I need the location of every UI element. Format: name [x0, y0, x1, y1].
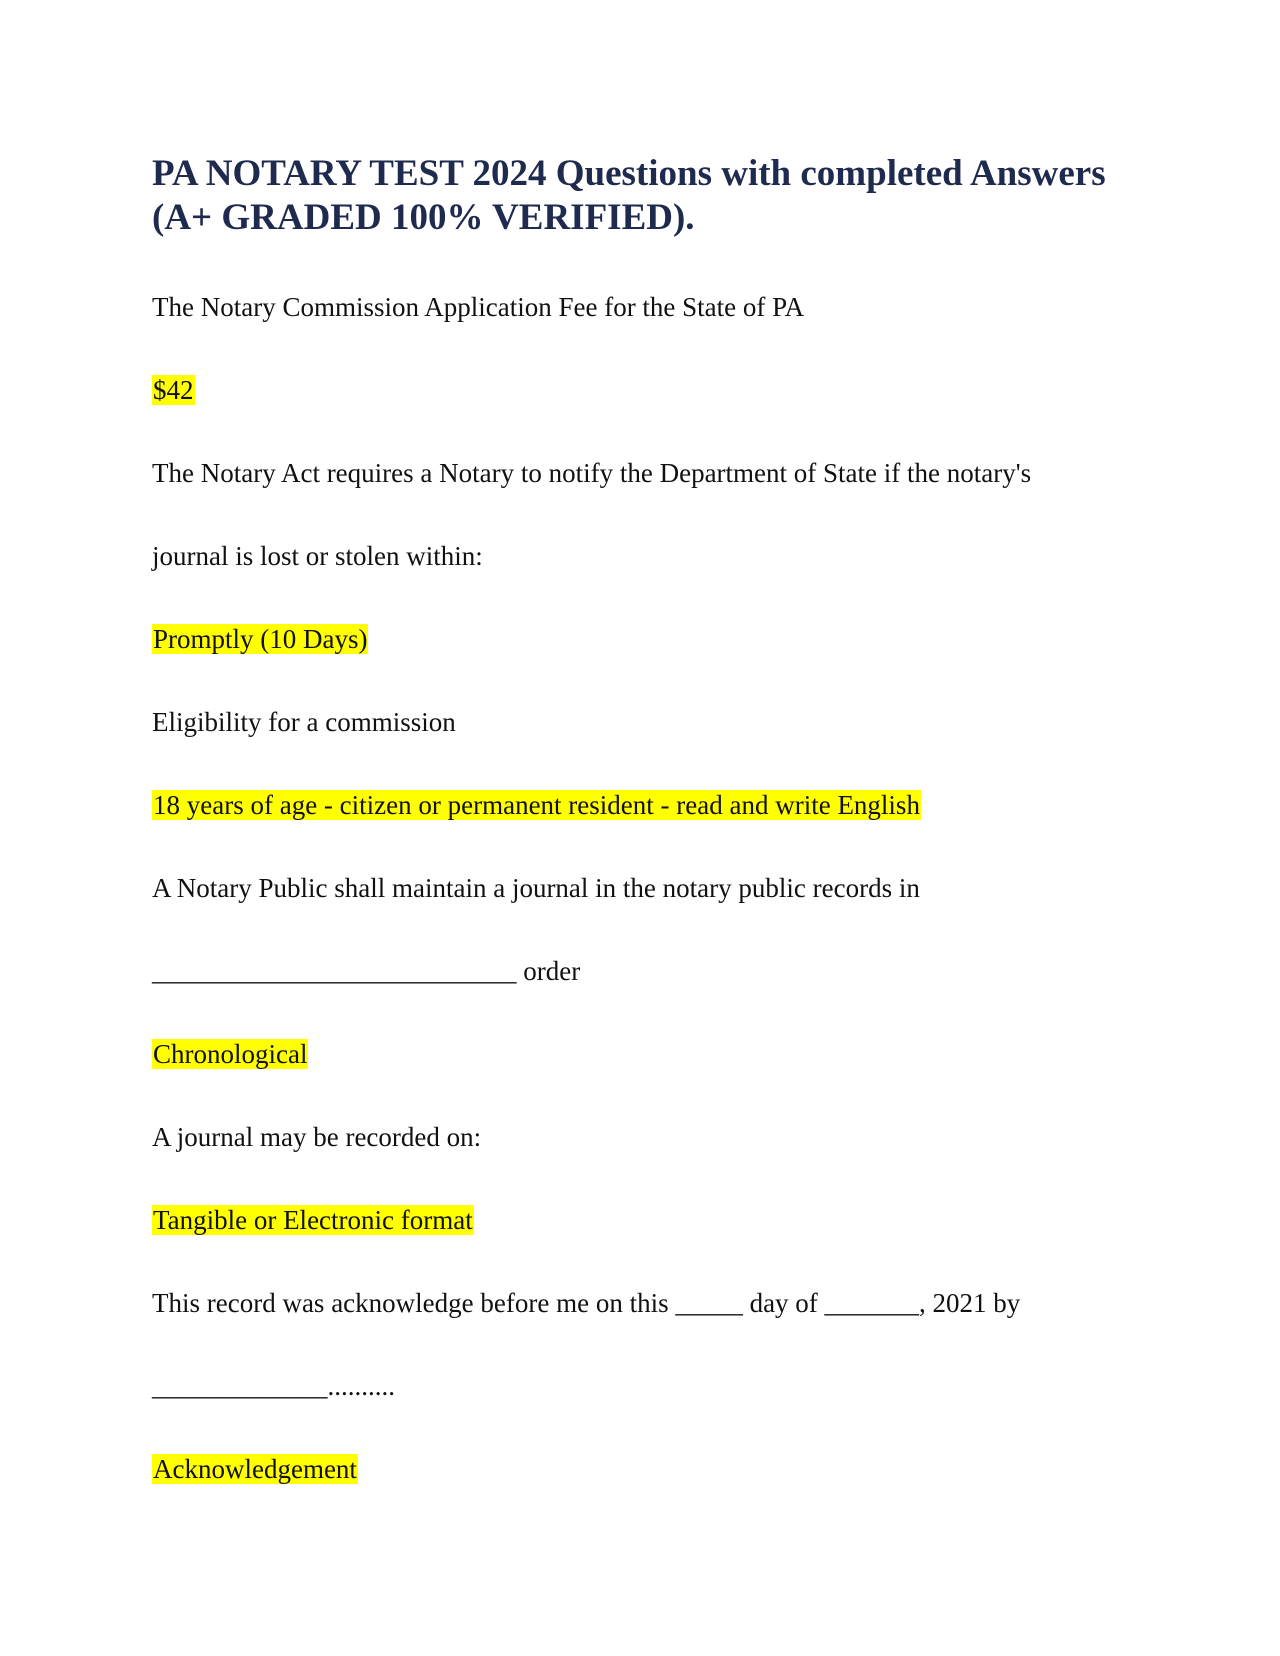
answer-line	[152, 373, 195, 407]
question-line	[152, 871, 920, 905]
question-text: ___________________________ order	[152, 956, 581, 986]
answer-line	[152, 1037, 308, 1071]
question-line	[152, 456, 1031, 490]
question-text: _____________..........	[152, 1371, 395, 1401]
answer-highlight: Acknowledgement	[153, 1454, 357, 1484]
question-text: A Notary Public shall maintain a journal in the notary public records in	[152, 873, 920, 903]
answer-highlight: Promptly (10 Days)	[153, 624, 368, 654]
question-text: Eligibility for a commission	[152, 707, 456, 737]
question-text: journal is lost or stolen within:	[152, 541, 483, 571]
answer-highlight: Tangible or Electronic format	[153, 1205, 473, 1235]
answer-line	[152, 1452, 358, 1486]
question-line	[152, 954, 580, 988]
answer-line	[152, 788, 921, 822]
question-line	[152, 290, 804, 324]
question-line	[152, 705, 456, 739]
question-line	[152, 1286, 1020, 1320]
question-line	[152, 1369, 395, 1403]
question-line	[152, 1120, 481, 1154]
question-text: This record was acknowledge before me on this _____ day of _______, 2021 by	[152, 1288, 1021, 1318]
answer-line	[152, 1203, 474, 1237]
answer-line	[152, 622, 368, 656]
answer-highlight: 18 years of age - citizen or permanent resident - read and write English	[153, 790, 920, 820]
answer-highlight: $42	[153, 375, 194, 405]
question-text: The Notary Commission Application Fee for the State of PA	[152, 292, 805, 322]
question-text: A journal may be recorded on:	[152, 1122, 482, 1152]
question-text: The Notary Act requires a Notary to notify the Department of State if the notary's	[152, 458, 1032, 488]
document-title: PA NOTARY TEST 2024 Questions with completed Answers (A+ GRADED 100% VERIFIED).	[152, 153, 1106, 238]
answer-highlight: Chronological	[153, 1039, 308, 1069]
question-line	[152, 539, 483, 573]
